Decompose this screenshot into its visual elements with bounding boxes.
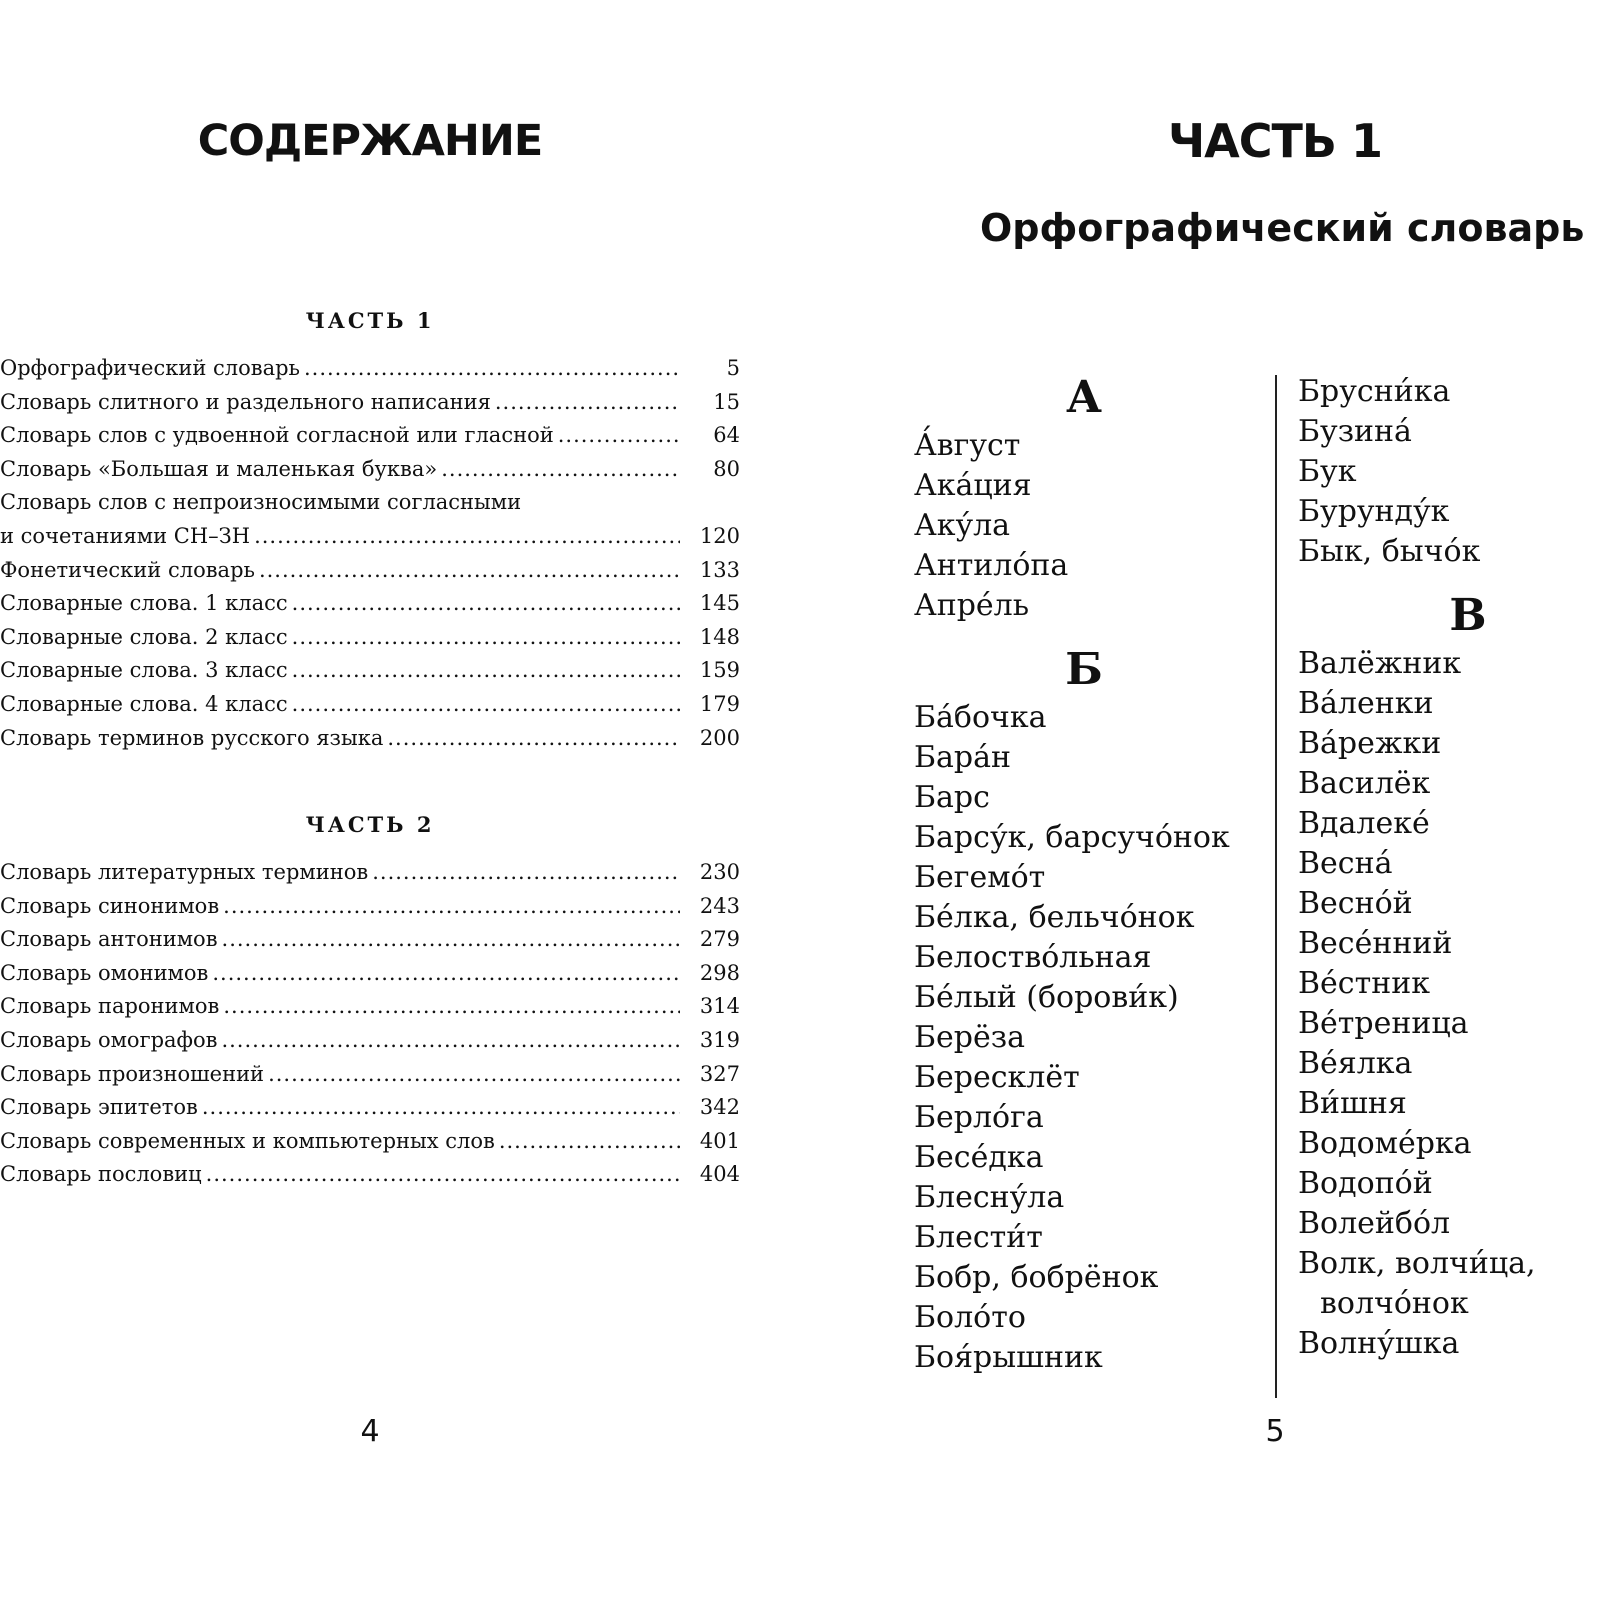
toc-entry-page: 133 (699, 557, 740, 582)
toc-entry-page: 279 (699, 927, 740, 952)
dictionary-entry: Боя́рышник (914, 1340, 1103, 1375)
dictionary-entry: Бе́лка, бельчо́нок (914, 900, 1195, 935)
toc-entry-title: Словарные слова. 2 класс (0, 624, 288, 649)
toc-leader-dots (223, 990, 680, 1024)
toc-entry (0, 923, 740, 957)
dictionary-entry: Белоство́льная (914, 940, 1152, 975)
toc-leader-dots (206, 1158, 680, 1192)
toc-entry-page: 243 (699, 893, 740, 918)
dictionary-entry: Бара́н (914, 740, 1012, 775)
dictionary-entry: Бук (1298, 454, 1357, 489)
toc-leader-dots (259, 554, 680, 588)
dictionary-entry: А́вгуст (914, 428, 1021, 463)
dictionary-entry: Блесну́ла (914, 1180, 1065, 1215)
toc-part-2-list (0, 856, 740, 1192)
page-number-left: 4 (360, 1414, 380, 1449)
toc-entry-title: Словарь эпитетов (0, 1095, 198, 1120)
toc-entry-title: Словарь синонимов (0, 893, 220, 918)
part-1-heading: ЧАСТЬ 1 (305, 308, 435, 333)
dictionary-entry: Бузина́ (1298, 414, 1412, 449)
dictionary-entry: Бе́лый (борови́к) (914, 980, 1179, 1015)
toc-entry-page: 404 (699, 1162, 740, 1187)
part-title: ЧАСТЬ 1 (1168, 114, 1382, 168)
dictionary-entry: Бобр, бобрёнок (914, 1260, 1159, 1295)
dictionary-entry: Волейбо́л (1298, 1206, 1451, 1241)
toc-entry (0, 722, 740, 756)
dictionary-entry: Боло́то (914, 1300, 1026, 1335)
toc-leader-dots (441, 453, 680, 487)
toc-entry-title: Словарь антонимов (0, 927, 218, 952)
toc-entry-page: 179 (699, 691, 740, 716)
toc-entry-title: Словарные слова. 1 класс (0, 591, 288, 616)
toc-leader-dots (292, 654, 680, 688)
toc-entry (0, 1024, 740, 1058)
toc-entry-page: 342 (699, 1095, 740, 1120)
toc-entry-title: Словарь омонимов (0, 960, 209, 985)
dictionary-entry: Весе́нний (1298, 926, 1453, 961)
part-2-heading: ЧАСТЬ 2 (305, 812, 435, 837)
toc-entry-title: Словарь пословиц (0, 1162, 202, 1187)
toc-entry-title: Словарь терминов русского языка (0, 725, 384, 750)
dictionary-entry: Бык, бычо́к (1298, 534, 1481, 569)
toc-leader-dots (558, 419, 680, 453)
dictionary-entry: Берло́га (914, 1100, 1044, 1135)
dictionary-entry: Бесе́дка (914, 1140, 1044, 1175)
dictionary-entry-continued: волчо́нок (1320, 1286, 1469, 1321)
toc-entry (0, 1058, 740, 1092)
dictionary-entry: Апре́ль (914, 588, 1030, 623)
toc-entry (0, 1091, 740, 1125)
dictionary-entry: Ве́ялка (1298, 1046, 1413, 1081)
toc-entry (0, 957, 740, 991)
dictionary-entry: Берёза (914, 1020, 1026, 1055)
toc-part-1-list (0, 352, 740, 755)
toc-entry-title-continued: и сочетаниями СН–ЗН (0, 523, 251, 548)
spacer (914, 626, 1254, 642)
toc-entry (0, 890, 740, 924)
toc-entry-page: 230 (699, 860, 740, 884)
toc-entry-title: Словарь «Большая и маленькая буква» (0, 456, 438, 481)
dictionary-entry: Валёжник (1298, 646, 1462, 681)
dictionary-entry: Волк, волчи́ца, (1298, 1246, 1536, 1281)
left-page (0, 0, 760, 1600)
dictionary-entry: Бурунду́к (1298, 494, 1450, 529)
toc-entry-page: 327 (699, 1061, 740, 1086)
toc-entry-page: 145 (699, 591, 740, 616)
toc-entry-title: Словарь слов с непроизносимыми согласными (0, 490, 522, 515)
dictionary-entry: Водопо́й (1298, 1166, 1433, 1201)
toc-entry-page: 80 (713, 456, 740, 481)
toc-entry-title: Словарь современных и компьютерных слов (0, 1128, 495, 1153)
toc-leader-dots (223, 890, 680, 924)
toc-entry-page: 200 (699, 725, 740, 750)
dictionary-entry: Весна́ (1298, 846, 1393, 881)
dictionary-entry: Весно́й (1298, 886, 1413, 921)
dictionary-entry: Василёк (1298, 766, 1431, 801)
toc-leader-dots (292, 688, 680, 722)
dictionary-entry: Ва́режки (1298, 726, 1442, 761)
toc-entry-title: Словарь литературных терминов (0, 860, 369, 884)
toc-entry (0, 654, 740, 688)
dictionary-entry: Брусни́ка (1298, 374, 1451, 409)
contents-title: СОДЕРЖАНИЕ (197, 116, 543, 166)
toc-entry-title: Словарные слова. 3 класс (0, 658, 288, 683)
toc-entry-page: 64 (713, 423, 740, 448)
toc-entry (0, 386, 740, 420)
dictionary-entry: Антило́па (914, 548, 1069, 583)
toc-entry-page: 148 (699, 624, 740, 649)
page-number-right: 5 (1265, 1414, 1285, 1449)
toc-entry (0, 990, 740, 1024)
toc-leader-dots (254, 520, 680, 554)
dictionary-column-2 (1298, 372, 1598, 1364)
dictionary-entry: Бересклёт (914, 1060, 1080, 1095)
toc-entry-title: Словарь слов с удвоенной согласной или гласной (0, 423, 554, 448)
toc-leader-dots (222, 923, 680, 957)
toc-entry (0, 587, 740, 621)
dictionary-entry: Аку́ла (914, 508, 1011, 543)
toc-leader-dots (292, 621, 680, 655)
toc-entry (0, 486, 740, 553)
dictionary-entry: Волну́шка (1298, 1326, 1460, 1361)
dictionary-entry: Ви́шня (1298, 1086, 1407, 1121)
toc-entry-page: 314 (699, 994, 740, 1019)
dictionary-entry: Вдалеке́ (1298, 806, 1430, 841)
dictionary-entry: Барс (914, 780, 990, 815)
toc-entry-title: Словарь омографов (0, 1027, 218, 1052)
right-page (800, 0, 1600, 1600)
dictionary-entry: Водоме́рка (1298, 1126, 1472, 1161)
dictionary-entry: Барсу́к, барсучо́нок (914, 820, 1230, 855)
toc-entry (0, 453, 740, 487)
toc-entry (0, 621, 740, 655)
dictionary-entry: Ве́треница (1298, 1006, 1469, 1041)
toc-entry-page: 401 (699, 1128, 740, 1153)
dictionary-entry: Бегемо́т (914, 860, 1046, 895)
toc-entry (0, 1125, 740, 1159)
toc-entry-page: 120 (699, 523, 740, 548)
toc-leader-dots (292, 587, 680, 621)
toc-entry (0, 688, 740, 722)
toc-entry-title: Словарь паронимов (0, 994, 220, 1019)
toc-entry-title: Словарь слитного и раздельного написания (0, 389, 491, 414)
toc-entry (0, 419, 740, 453)
dictionary-entry: Ва́ленки (1298, 686, 1434, 721)
section-subtitle: Орфографический словарь (980, 206, 1585, 250)
letter-heading: Б (1065, 644, 1103, 695)
dictionary-entry: Блести́т (914, 1220, 1043, 1255)
toc-entry-title: Орфографический словарь (0, 356, 300, 380)
dictionary-column-1 (914, 370, 1254, 1378)
spacer (1298, 572, 1598, 588)
toc-leader-dots (221, 1024, 680, 1058)
toc-leader-dots (495, 386, 680, 420)
toc-leader-dots (387, 722, 680, 756)
dictionary-entry: Ба́бочка (914, 700, 1047, 735)
toc-leader-dots (212, 957, 680, 991)
toc-entry-title: Словарные слова. 4 класс (0, 691, 288, 716)
letter-heading: А (1066, 372, 1102, 423)
dictionary-entry: Ве́стник (1298, 966, 1430, 1001)
toc-leader-dots (499, 1125, 680, 1159)
letter-heading: В (1449, 590, 1487, 641)
column-divider (1275, 375, 1277, 1398)
toc-entry (0, 856, 740, 890)
toc-entry-page: 159 (699, 658, 740, 683)
toc-leader-dots (202, 1091, 680, 1125)
toc-entry (0, 1158, 740, 1192)
dictionary-entry: Ака́ция (914, 468, 1032, 503)
toc-entry-title: Фонетический словарь (0, 557, 255, 582)
toc-entry-page: 319 (699, 1027, 740, 1052)
toc-entry-page: 298 (699, 960, 740, 985)
toc-entry-page: 5 (726, 356, 740, 380)
toc-entry-title: Словарь произношений (0, 1061, 265, 1086)
toc-entry (0, 352, 740, 386)
toc-leader-dots (372, 856, 680, 890)
toc-leader-dots (268, 1058, 680, 1092)
toc-leader-dots (304, 352, 680, 386)
toc-entry (0, 554, 740, 588)
toc-entry-page: 15 (713, 389, 740, 414)
